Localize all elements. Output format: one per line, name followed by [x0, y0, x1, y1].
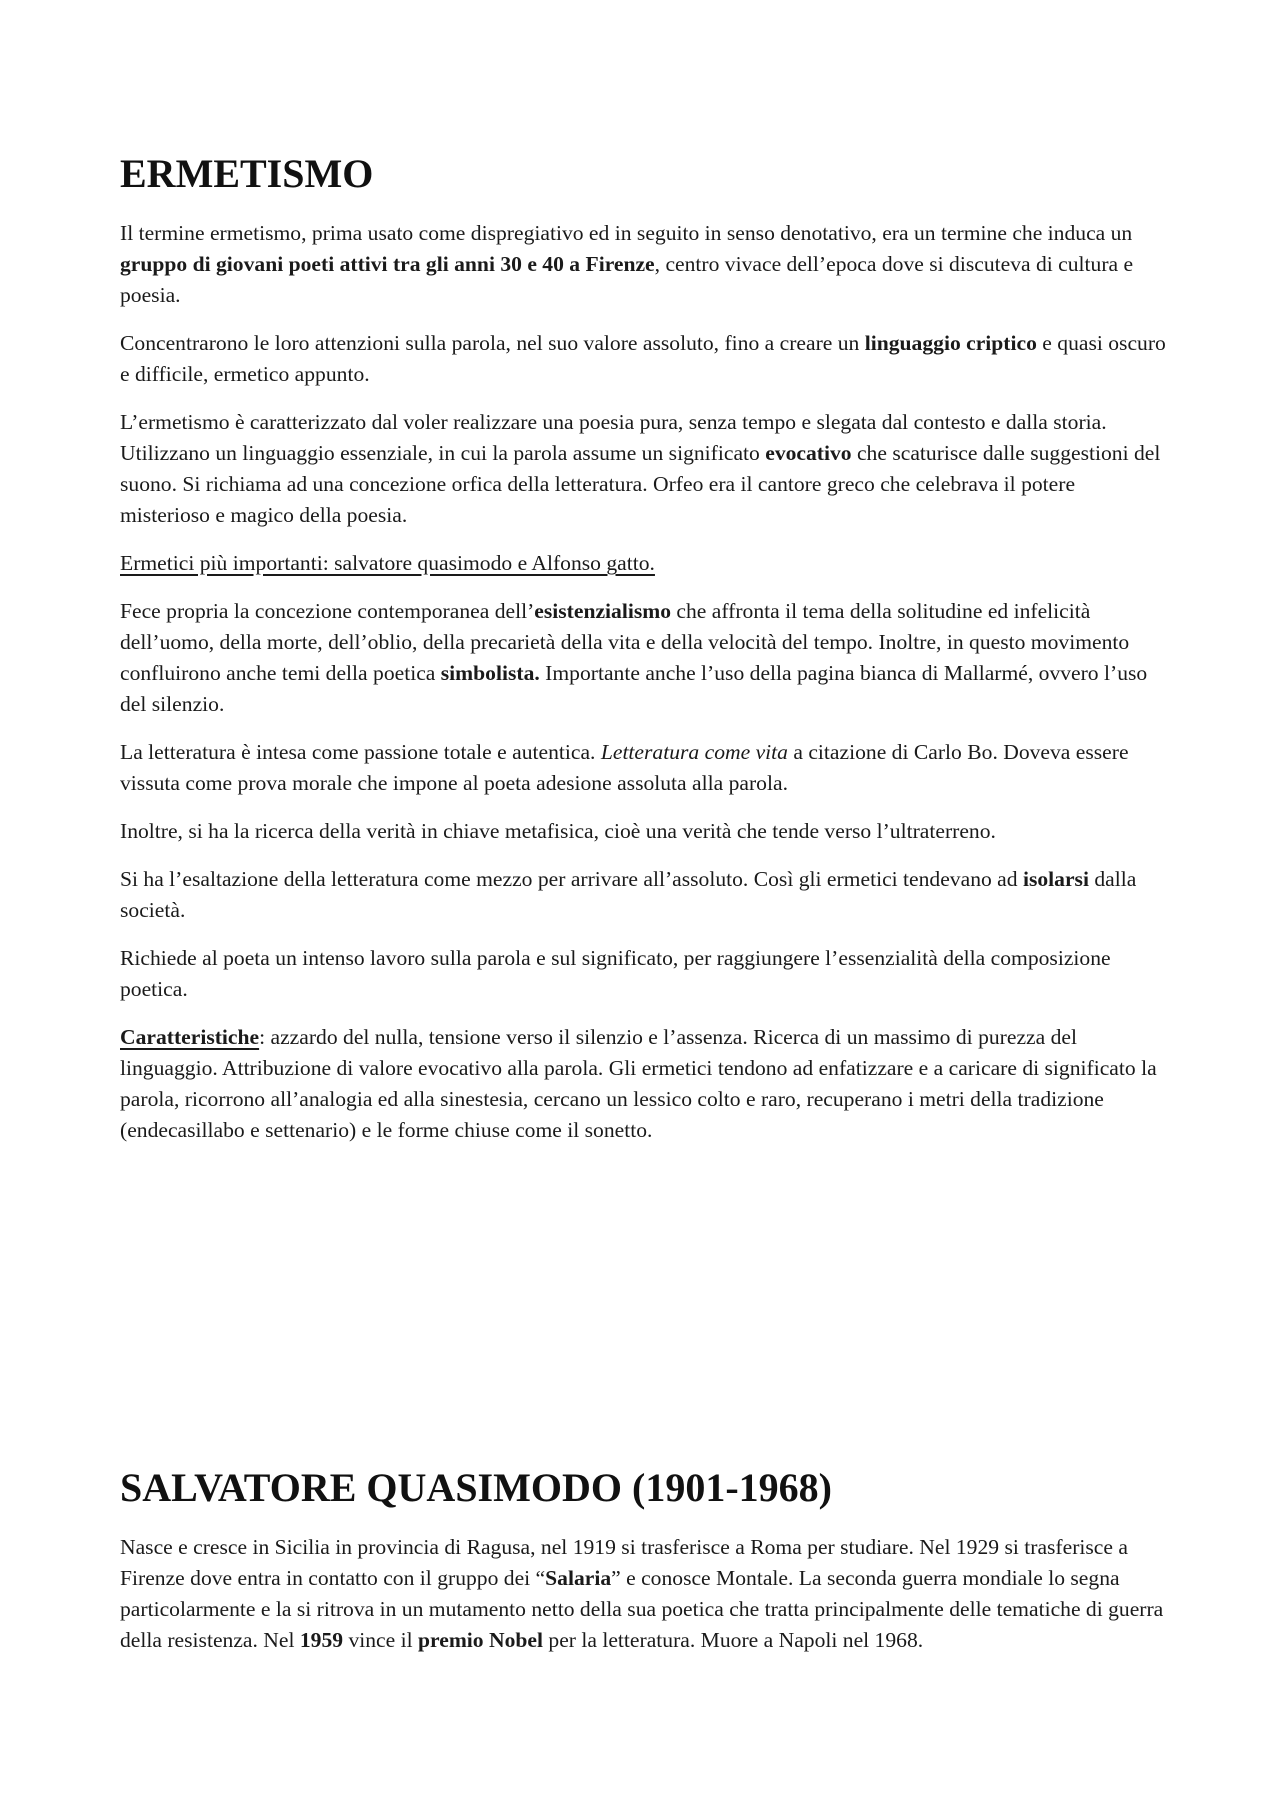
paragraph-esistenzialismo	[120, 596, 1170, 720]
italic-text: Letteratura come vita	[600, 740, 788, 764]
section-ermetismo	[120, 218, 1170, 1163]
text-run: , centro vivace dell’epoca dove si discuteva di cultura e poesia.	[120, 252, 1134, 307]
bold-text: isolarsi	[1022, 867, 1089, 891]
text-run: e quasi oscuro e difficile, ermetico appunto.	[120, 331, 1166, 386]
text-run: Importante anche l’uso della pagina bianca di Mallarmé, ovvero l’uso del silenzio.	[120, 661, 1148, 716]
paragraph-ermetici-importanti	[120, 548, 1170, 579]
text-run: La letteratura è intesa come passione totale e autentica.	[120, 740, 601, 764]
text-run: ” e conosce Montale. La seconda guerra mondiale lo segna particolarmente e la si ritrova in un mutamento netto della sua poetica che tratta principalmente delle tematiche di guerra della resistenza. Nel	[120, 1566, 1164, 1652]
heading-ermetismo: ERMETISMO	[120, 151, 374, 196]
text-run: Si ha l’esaltazione della letteratura come mezzo per arrivare all’assoluto. Così gli ermetici tendevano ad	[120, 867, 1023, 891]
section-quasimodo	[120, 1532, 1170, 1673]
text-run: vince il	[343, 1628, 419, 1652]
bold-text: premio Nobel	[418, 1628, 543, 1652]
paragraph-letteratura-vita	[120, 737, 1170, 799]
text-run: Il termine ermetismo, prima usato come dispregiativo ed in seguito in senso denotativo, era un termine che induca un	[120, 221, 1133, 245]
text-run: per la letteratura. Muore a Napoli nel 1968.	[543, 1628, 924, 1652]
text-run: L’ermetismo è caratterizzato dal voler realizzare una poesia pura, senza tempo e slegata dal contesto e dalla storia. Utilizzano un linguaggio essenziale, in cui la parola assume un significato	[120, 410, 1107, 465]
paragraph-intro	[120, 218, 1170, 311]
paragraph-linguaggio	[120, 328, 1170, 390]
bold-text: gruppo di giovani poeti attivi tra gli anni 30 e 40 a Firenze	[120, 252, 655, 276]
heading-quasimodo: SALVATORE QUASIMODO (1901-1968)	[120, 1465, 832, 1510]
bold-underlined-text: Caratteristiche	[120, 1025, 260, 1049]
bold-text: linguaggio criptico	[864, 331, 1037, 355]
paragraph-poesia-pura	[120, 407, 1170, 531]
text-run: Nasce e cresce in Sicilia in provincia di Ragusa, nel 1919 si trasferisce a Roma per studiare. Nel 1929 si trasferisce a Firenze dove entra in contatto con il gruppo dei “	[120, 1535, 1128, 1590]
bold-text: esistenzialismo	[534, 599, 672, 623]
text-run: Fece propria la concezione contemporanea dell’	[120, 599, 535, 623]
text-run: : azzardo del nulla, tensione verso il silenzio e l’assenza. Ricerca di un massimo di purezza del linguaggio. Attribuzione di valore evocativo alla parola. Gli ermetici tendono ad enfatizzare e a caricare di significato la parola, ricorrono all’analogia ed alla sinestesia, cercano un lessico colto e raro, recuperano i metri della tradizione (endecasillabo e settenario) e le forme chiuse come il sonetto.	[120, 1025, 1157, 1142]
text-run: che affronta il tema della solitudine ed infelicità dell’uomo, della morte, dell’oblio, della precarietà della vita e della velocità del tempo. Inoltre, in questo movimento confluirono anche temi della poetica	[120, 599, 1130, 685]
paragraph-assoluto	[120, 864, 1170, 926]
text-run: che scaturisce dalle suggestioni del suono. Si richiama ad una concezione orfica della letteratura. Orfeo era il cantore greco che celebrava il potere misterioso e magico della poesia.	[120, 441, 1161, 527]
text-run: Concentrarono le loro attenzioni sulla parola, nel suo valore assoluto, fino a creare un	[120, 331, 865, 355]
bold-text: evocativo	[765, 441, 852, 465]
paragraph-caratteristiche	[120, 1022, 1170, 1146]
underlined-text: Ermetici più importanti: salvatore quasimodo e Alfonso gatto.	[120, 551, 655, 575]
bold-text: Salaria	[545, 1566, 612, 1590]
text-run: a citazione di Carlo Bo. Doveva essere vissuta come prova morale che impone al poeta adesione assoluta alla parola.	[120, 740, 1129, 795]
paragraph-lavoro-parola: Richiede al poeta un intenso lavoro sulla parola e sul significato, per raggiungere l’essenzialità della composizione poetica.	[120, 946, 1111, 1001]
bold-text: simbolista.	[440, 661, 540, 685]
text-run: dalla società.	[120, 867, 1137, 922]
paragraph-biografia	[120, 1532, 1170, 1656]
bold-text: 1959	[299, 1628, 344, 1652]
paragraph-metafisica: Inoltre, si ha la ricerca della verità in chiave metafisica, cioè una verità che tende verso l’ultraterreno.	[120, 819, 996, 843]
